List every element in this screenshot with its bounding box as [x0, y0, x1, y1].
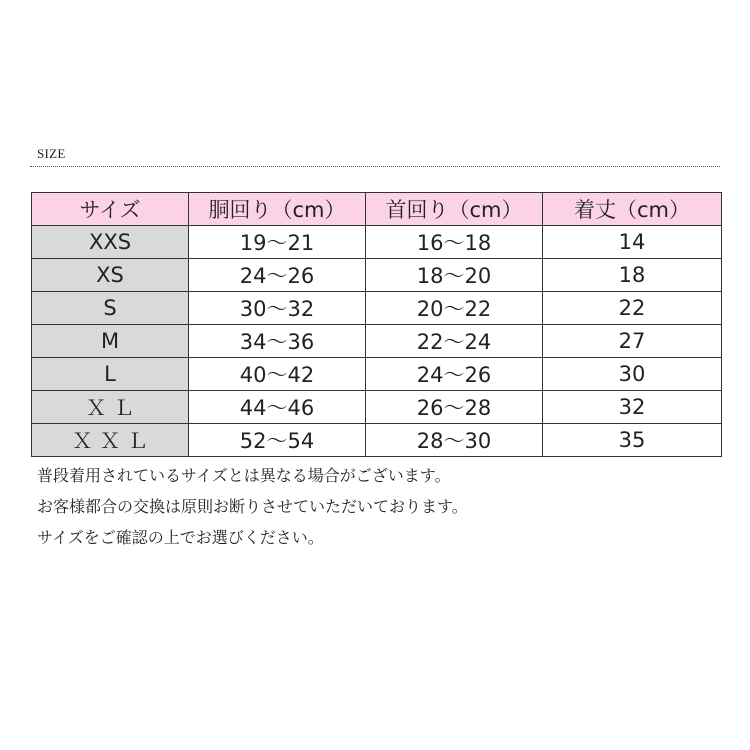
waist-cell: 30〜32: [189, 292, 366, 325]
size-cell: Ｘ Ｘ Ｌ: [32, 424, 189, 457]
size-cell: XS: [32, 259, 189, 292]
table-row: [32, 358, 722, 391]
size-heading: SIZE: [37, 146, 66, 161]
note-line: お客様都合の交換は原則お断りさせていただいております。: [37, 497, 468, 516]
header-length: 着丈（cm）: [543, 193, 722, 226]
notes-block: [37, 460, 468, 553]
neck-cell: 26〜28: [366, 391, 543, 424]
length-cell: 22: [543, 292, 722, 325]
size-cell: M: [32, 325, 189, 358]
neck-cell: 16〜18: [366, 226, 543, 259]
waist-cell: 19〜21: [189, 226, 366, 259]
neck-cell: 18〜20: [366, 259, 543, 292]
length-cell: 30: [543, 358, 722, 391]
size-cell: S: [32, 292, 189, 325]
size-cell: Ｘ Ｌ: [32, 391, 189, 424]
length-cell: 18: [543, 259, 722, 292]
table-row: [32, 259, 722, 292]
length-cell: 14: [543, 226, 722, 259]
waist-cell: 34〜36: [189, 325, 366, 358]
neck-cell: 28〜30: [366, 424, 543, 457]
table-row: [32, 292, 722, 325]
header-neck: 首回り（cm）: [366, 193, 543, 226]
table-row: [32, 424, 722, 457]
neck-cell: 24〜26: [366, 358, 543, 391]
size-cell: L: [32, 358, 189, 391]
neck-cell: 22〜24: [366, 325, 543, 358]
table-row: [32, 226, 722, 259]
waist-cell: 52〜54: [189, 424, 366, 457]
dotted-divider: [30, 166, 720, 167]
table-header-row: [32, 193, 722, 226]
note-line: サイズをご確認の上でお選びください。: [37, 528, 324, 547]
waist-cell: 44〜46: [189, 391, 366, 424]
length-cell: 32: [543, 391, 722, 424]
note-line: 普段着用されているサイズとは異なる場合がございます。: [37, 466, 451, 485]
length-cell: 27: [543, 325, 722, 358]
table-row: [32, 325, 722, 358]
neck-cell: 20〜22: [366, 292, 543, 325]
waist-cell: 40〜42: [189, 358, 366, 391]
size-chart-table: [31, 192, 722, 457]
header-size: サイズ: [32, 193, 189, 226]
length-cell: 35: [543, 424, 722, 457]
header-waist: 胴回り（cm）: [189, 193, 366, 226]
waist-cell: 24〜26: [189, 259, 366, 292]
table-row: [32, 391, 722, 424]
size-cell: XXS: [32, 226, 189, 259]
